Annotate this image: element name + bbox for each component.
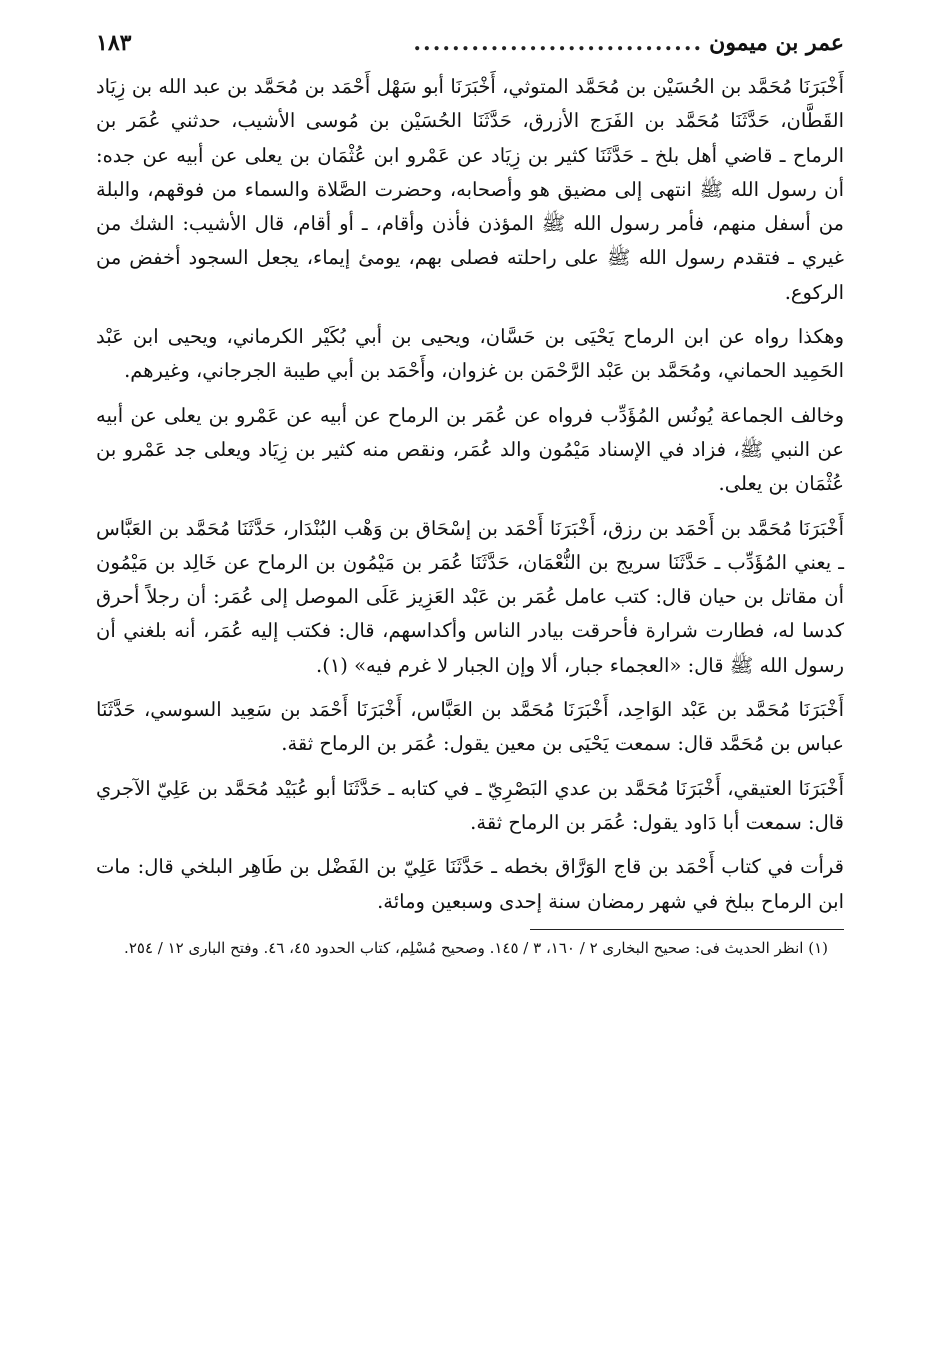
paragraph: قرأت في كتاب أَحْمَد بن قاج الوَرَّاق بخطه ـ حَدَّثَنَا عَلِيّ بن الفَضْل بن طَاهِر البلخي قال: مات ابن الرماح ببلخ في شهر رمضان سنة إحدى وسبعين ومائة. <box>96 855 844 913</box>
page-number: ١٨٣ <box>96 30 132 56</box>
paragraph: أَخْبَرَنَا مُحَمَّد بن عَبْد الوَاحِد، أَخْبَرَنَا مُحَمَّد بن العَبَّاس، أَخْبَرَنَا أَحْمَد بن سَعِيد السوسي، حَدَّثَنَا عباس بن مُحَمَّد قال: سمعت يَحْيَى بن معين يقول: عُمَر بن الرماح ثقة. <box>96 698 844 756</box>
footnote-divider <box>530 929 844 930</box>
paragraph: وهكذا رواه عن ابن الرماح يَحْيَى بن حَسَّان، ويحيى بن أبي بُكَيْر الكرماني، ويحيى ابن عَبْد الحَمِيد الحماني، ومُحَمَّد بن عَبْد الرَّحْمَن بن غزوان، وأَحْمَد بن أبي طيبة الجرجاني، وغيرهم. <box>96 325 844 383</box>
paragraph: أَخْبَرَنَا مُحَمَّد بن الحُسَيْن بن مُحَمَّد المتوثي، أَخْبَرَنَا أبو سَهْل أَحْمَد بن مُحَمَّد بن عبد الله بن زِيَاد القَطَّان، حَدَّثَنَا مُحَمَّد بن الفَرَج الأزرق، حَدَّثَنَا الحُسَيْن بن مُوسى الأشيب، حدثني عُمَر بن الرماح ـ قاضي أهل بلخ ـ حَدَّثَنَا كثير بن زِيَاد عن عَمْرو ابن عُثْمَان بن يعلى عن أبيه عن جده: أن رسول الله ﷺ انتهى إلى مضيق هو وأصحابه، وحضرت الصَّلاة والسماء من فوقهم، والبلة من أسفل منهم، فأمر رسول الله ﷺ المؤذن فأذن وأقام، ـ أو أقام، قال الأشيب: الشك من غيري ـ فتقدم رسول الله ﷺ على راحلته فصلى بهم، يومئ إيماء، يجعل السجود أخفض من الركوع. <box>96 75 844 304</box>
page <box>96 30 844 960</box>
paragraph: وخالف الجماعة يُونُس المُؤَدِّب فرواه عن عُمَر بن الرماح عن أبيه عن عَمْرو بن يعلى عن أبيه عن النبي ﷺ، فزاد في الإسناد مَيْمُون والد عُمَر، ونقص منه كثير بن زِيَاد ويعلى جد عَمْرو بن عُثْمَان بن يعلى. <box>96 403 844 496</box>
running-head-dots: .............................. <box>413 30 704 56</box>
running-head <box>96 30 844 70</box>
body-text <box>96 70 844 919</box>
running-head-title: عمر بن ميمون <box>709 30 844 56</box>
footnote-text: (١) انظر الحديث فى: صحيح البخارى ٢ / ١٦٠، ٣ / ١٤٥. وصحيح مُسْلِم، كتاب الحدود ٤٥، ٤٦. وفتح البارى ١٢ / ٢٥٤. <box>124 938 828 957</box>
paragraph: أَخْبَرَنَا مُحَمَّد بن أَحْمَد بن رزق، أَخْبَرَنَا أَحْمَد بن إسْحَاق بن وَهْب البُنْدَار، حَدَّثَنَا مُحَمَّد بن العَبَّاس ـ يعني المُؤَدِّب ـ حَدَّثَنَا سريج بن النُّعْمَان، حَدَّثَنَا عُمَر بن مَيْمُون بن الرماح عن خَالِد بن مَيْمُون أن مقاتل بن حيان قال: كتب عامل عُمَر بن عَبْد العَزِيز عَلَى الموصل إلى عُمَر: أن رجلاً أحرق كدسا له، فطارت شرارة فأحرقت بيادر الناس وأكداسهم، قال: فكتب إليه عُمَر، أنه بلغني أن رسول الله ﷺ قال: «العجماء جبار، ألا وإن الجبار لا غرم فيه» (١). <box>96 516 844 677</box>
paragraph: أَخْبَرَنَا العتيقي، أَخْبَرَنَا مُحَمَّد بن عدي البَصْرِيّ ـ في كتابه ـ حَدَّثَنَا أبو عُبَيْد مُحَمَّد بن عَلِيّ الآجري قال: سمعت أبا دَاود يقول: عُمَر بن الرماح ثقة. <box>96 776 844 834</box>
footnote <box>96 936 844 960</box>
